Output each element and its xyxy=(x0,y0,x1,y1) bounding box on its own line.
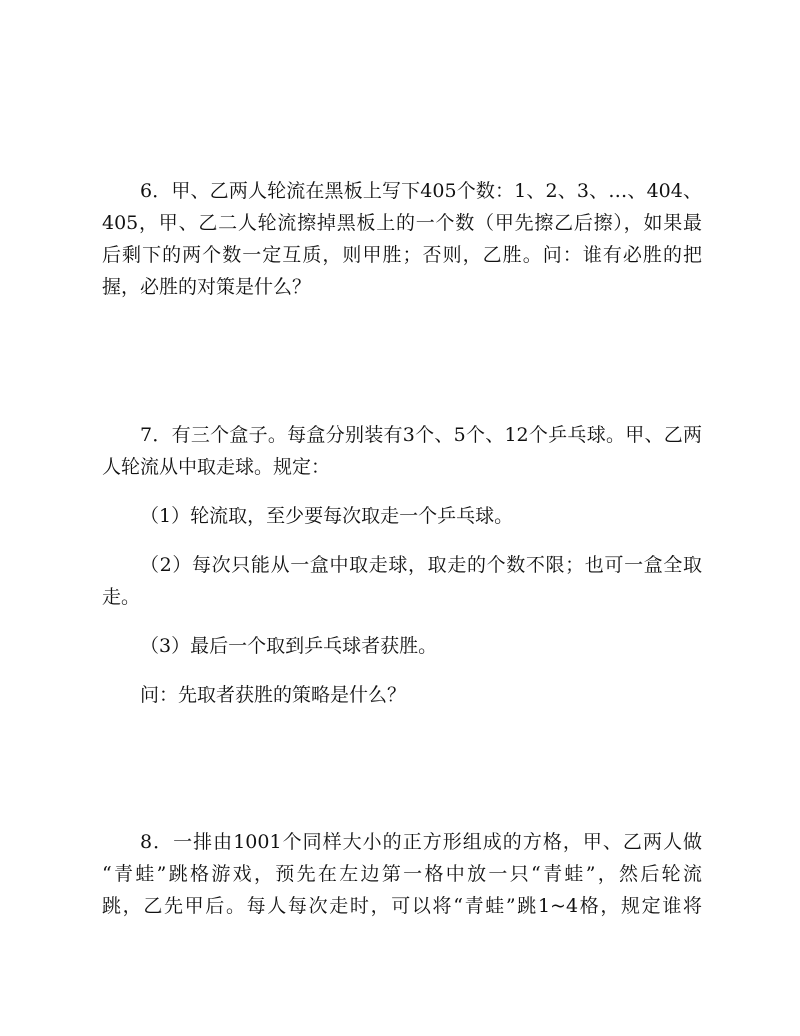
problem-7-line-2: 人轮流从中取走球。规定： xyxy=(102,456,331,478)
problem-6-line-2: 405，甲、乙二人轮流擦掉黑板上的一个数（甲先擦乙后擦），如果最 xyxy=(102,212,702,234)
problem-8-line-2: “青蛙”跳格游戏，预先在左边第一格中放一只“青蛙”，然后轮流 xyxy=(102,863,702,885)
problem-7-line-1: 7．有三个盒子。每盒分别装有3个、5个、12个乒乓球。甲、乙两 xyxy=(140,424,702,446)
problem-7-rule-2-line-1: （2）每次只能从一盒中取走球，取走的个数不限；也可一盒全取 xyxy=(140,554,702,576)
problem-7-question: 问：先取者获胜的策略是什么？ xyxy=(140,684,407,706)
problem-6-line-4: 握，必胜的对策是什么？ xyxy=(102,276,312,298)
problem-8-line-3: 跳，乙先甲后。每人每次走时，可以将“青蛙”跳1~4格，规定谁将 xyxy=(102,895,702,917)
problem-7-rule-1: （1）轮流取，至少要每次取走一个乒乓球。 xyxy=(140,505,514,527)
problem-6-line-3: 后剩下的两个数一定互质，则甲胜；否则，乙胜。问：谁有必胜的把 xyxy=(102,244,702,266)
problem-6-line-1: 6．甲、乙两人轮流在黑板上写下405个数：1、2、3、…、404、 xyxy=(140,180,702,202)
problem-7-rule-2-line-2: 走。 xyxy=(102,586,141,608)
problem-8-line-1: 8．一排由1001个同样大小的正方形组成的方格，甲、乙两人做 xyxy=(140,831,702,853)
problem-7-rule-3: （3）最后一个取到乒乓球者获胜。 xyxy=(140,635,438,657)
